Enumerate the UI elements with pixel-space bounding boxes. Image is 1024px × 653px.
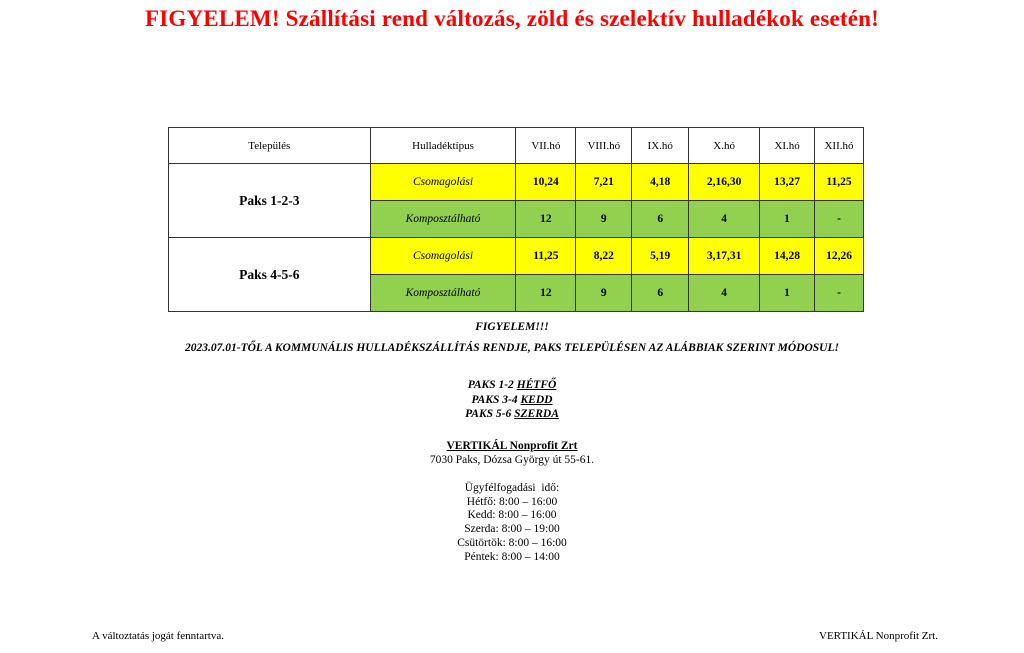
area-label: PAKS 3-4 [471,393,518,406]
day-label: HÉTFŐ [516,379,557,391]
waste-type-cell: Csomagolási [370,164,516,201]
date-cell: 7,21 [576,164,632,201]
waste-type-cell: Csomagolási [370,238,516,275]
day-label: KEDD [520,393,553,406]
office-hours-line: Hétfő: 8:00 – 16:00 [466,495,558,508]
header-month: IX.hó [632,128,689,164]
header-month: XII.hó [815,128,864,164]
page-title: FIGYELEM! Szállítási rend változás, zöld és szelektív hulladékok esetén! [145,6,879,31]
town-cell: Paks 4-5-6 [169,238,371,312]
date-cell: 12,26 [815,238,864,275]
header-month: VIII.hó [576,128,632,164]
date-cell: 12 [516,275,576,312]
office-hours-line: Kedd: 8:00 – 16:00 [467,509,557,522]
company-name: VERTIKÁL Nonprofit Zrt [446,440,578,452]
collection-day-line [0,407,1024,422]
header-type: Hulladéktípus [370,128,516,164]
table-header-row [169,128,864,164]
date-cell: 4 [689,275,760,312]
date-cell: - [815,201,864,238]
date-cell: - [815,275,864,312]
waste-type-cell: Komposztálható [370,201,516,238]
footer-disclaimer: A változtatás jogát fenntartva. [92,630,224,642]
area-label: PAKS 5-6 [465,408,512,420]
date-cell: 6 [632,275,689,312]
date-cell: 5,19 [632,238,689,275]
company-address: 7030 Paks, Dózsa György út 55-61. [429,454,595,466]
date-cell: 10,24 [516,164,576,201]
town-cell: Paks 1-2-3 [169,164,371,238]
date-cell: 11,25 [815,164,864,201]
date-cell: 4 [689,201,760,238]
date-cell: 13,27 [760,164,815,201]
date-cell: 1 [760,201,815,238]
schedule-table [168,127,864,312]
date-cell: 4,18 [632,164,689,201]
company-block [0,439,1024,467]
collection-day-line [0,393,1024,408]
header-month: VII.hó [516,128,576,164]
header-month: XI.hó [760,128,815,164]
date-cell: 8,22 [576,238,632,275]
table-row [169,164,864,201]
header-town: Település [169,128,371,164]
office-hours-line: Szerda: 8:00 – 19:00 [464,523,560,536]
collection-days [0,378,1024,422]
date-cell: 9 [576,275,632,312]
office-hours-title: Ügyfélfogadási idő: [464,482,560,494]
waste-type-cell: Komposztálható [370,275,516,312]
header-month: X.hó [689,128,760,164]
date-cell: 11,25 [516,238,576,275]
table-row [169,238,864,275]
date-cell: 14,28 [760,238,815,275]
notice-text: 2023.07.01-TŐL A KOMMUNÁLIS HULLADÉKSZÁLLÍTÁS RENDJE, PAKS TELEPÜLÉSEN AZ ALÁBBIAK SZERINT MÓDOSUL! [184,342,839,354]
notice-heading: FIGYELEM!!! [475,321,549,333]
collection-day-line [0,378,1024,393]
area-label: PAKS 1-2 [467,379,514,391]
day-label: SZERDA [514,408,559,420]
office-hours [0,482,1024,564]
office-hours-line: Péntek: 8:00 – 14:00 [464,550,560,563]
date-cell: 2,16,30 [689,164,760,201]
date-cell: 3,17,31 [689,238,760,275]
date-cell: 12 [516,201,576,238]
date-cell: 9 [576,201,632,238]
footer-company: VERTIKÁL Nonprofit Zrt. [819,630,938,642]
date-cell: 6 [632,201,689,238]
date-cell: 1 [760,275,815,312]
office-hours-line: Csütörtök: 8:00 – 16:00 [457,536,567,549]
